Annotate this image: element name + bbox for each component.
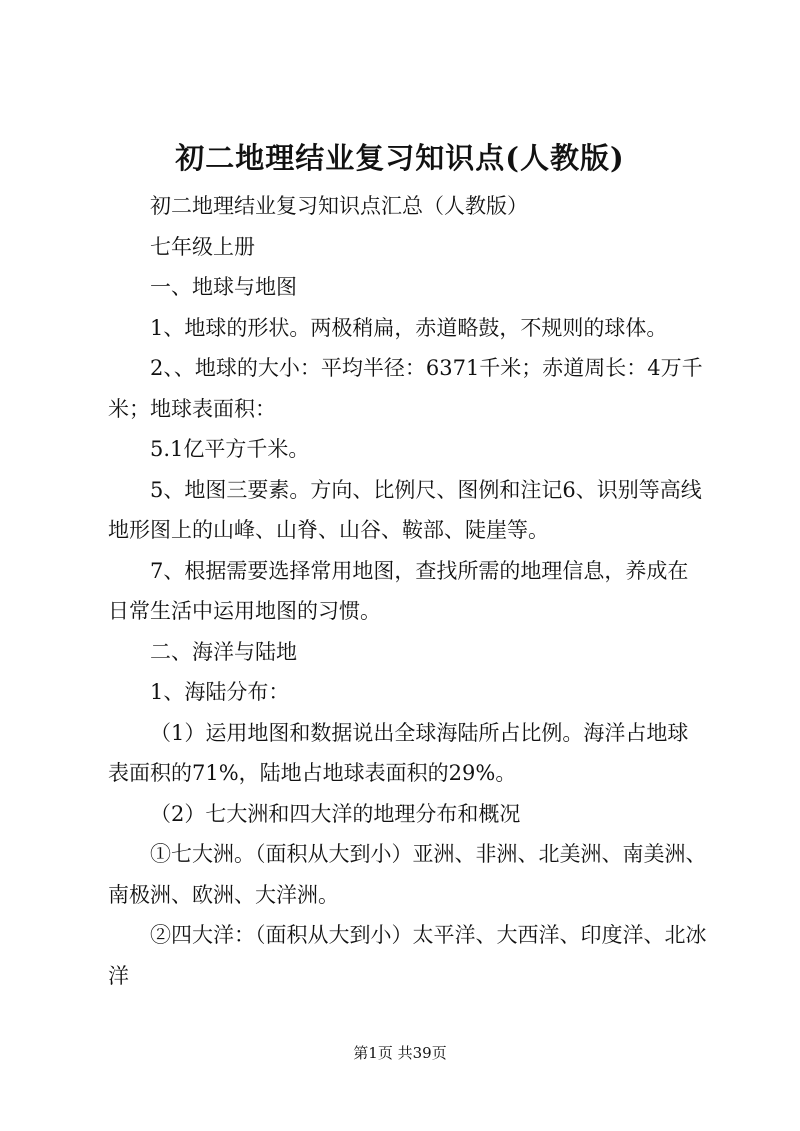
paragraph: ①七大洲。（面积从大到小）亚洲、非洲、北美洲、南美洲、南极洲、欧洲、大洋洲。 [108,842,707,907]
document-title: 初二地理结业复习知识点(人教版) [175,141,625,175]
paragraph: 5.1亿平方千米。 [150,437,310,461]
page-footer: 第1页 共39页 [353,1044,447,1062]
paragraph: 1、地球的形状。两极稍扁，赤道略鼓，不规则的球体。 [150,315,668,340]
paragraph: 1、海陆分布： [150,680,290,704]
paragraph: 二、海洋与陆地 [150,639,297,664]
paragraph: 7、根据需要选择常用地图，查找所需的地理信息，养成在日常生活中运用地图的习惯。 [108,558,689,623]
paragraph: （1）运用地图和数据说出全球海陆所占比例。海洋占地球表面积的71%，陆地占地球表面积的29%。 [108,720,689,785]
paragraph: 一、地球与地图 [150,275,297,299]
paragraph: （2）七大洲和四大洋的地理分布和概况 [150,801,521,826]
paragraph: 初二地理结业复习知识点汇总（人教版） [150,194,528,218]
paragraph: 七年级上册 [150,234,255,259]
paragraph: 5、地图三要素。方向、比例尺、图例和注记6、识别等高线地形图上的山峰、山脊、山谷、鞍部、陡崖等。 [108,477,702,542]
document-body [108,186,708,996]
paragraph: ②四大洋：（面积从大到小）太平洋、大西洋、印度洋、北冰洋 [108,923,707,988]
paragraph: 2、、地球的大小：平均半径：6371千米；赤道周长：4万千米；地球表面积： [108,356,703,421]
